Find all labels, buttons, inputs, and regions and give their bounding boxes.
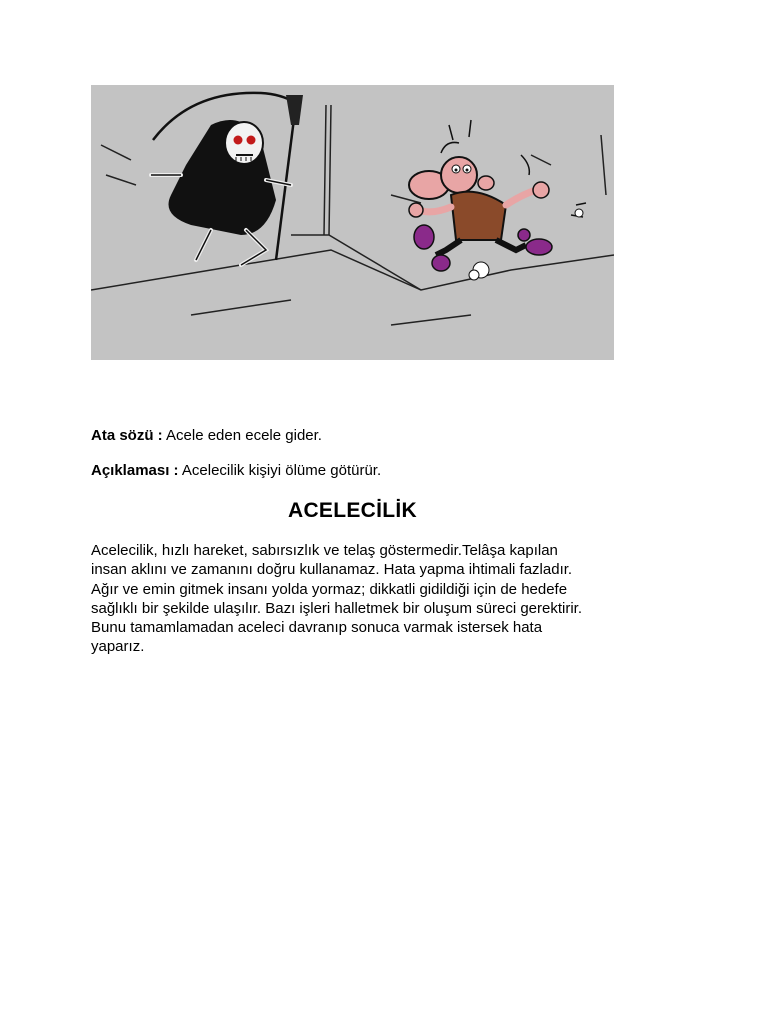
running-man-figure	[409, 120, 586, 280]
body-line: Acelecilik, hızlı hareket, sabırsızlık ve telaş göstermedir.Telâşa kapılan	[91, 542, 558, 559]
proverb-label: Ata sözü :	[91, 427, 163, 444]
body-paragraph	[91, 541, 681, 657]
page-title: ACELECİLİK	[288, 499, 417, 522]
body-line: insan aklını ve zamanını doğru kullanamaz. Hata yapma ihtimali fazladır.	[91, 561, 573, 579]
proverb-text: Acele eden ecele gider.	[166, 427, 322, 444]
explanation-text: Acelecilik kişiyi ölüme götürür.	[181, 462, 382, 479]
cartoon-illustration	[91, 85, 614, 360]
explanation-line	[91, 462, 381, 480]
grim-reaper-chasing-man-image	[91, 85, 614, 360]
body-line: Bunu tamamlamadan aceleci davranıp sonuca varmak istersek hata	[91, 619, 543, 637]
explanation-label: Açıklaması :	[91, 462, 179, 479]
proverb-line	[91, 427, 322, 445]
body-line: Ağır ve emin gitmek insanı yolda yormaz; dikkatli gidildiği için de hedefe	[91, 580, 568, 598]
body-line: sağlıklı bir şekilde ulaşılır. Bazı işleri halletmek bir oluşum süreci gerektirir.	[91, 599, 583, 617]
grim-reaper-figure	[151, 120, 291, 265]
body-line: yaparız.	[91, 638, 145, 656]
